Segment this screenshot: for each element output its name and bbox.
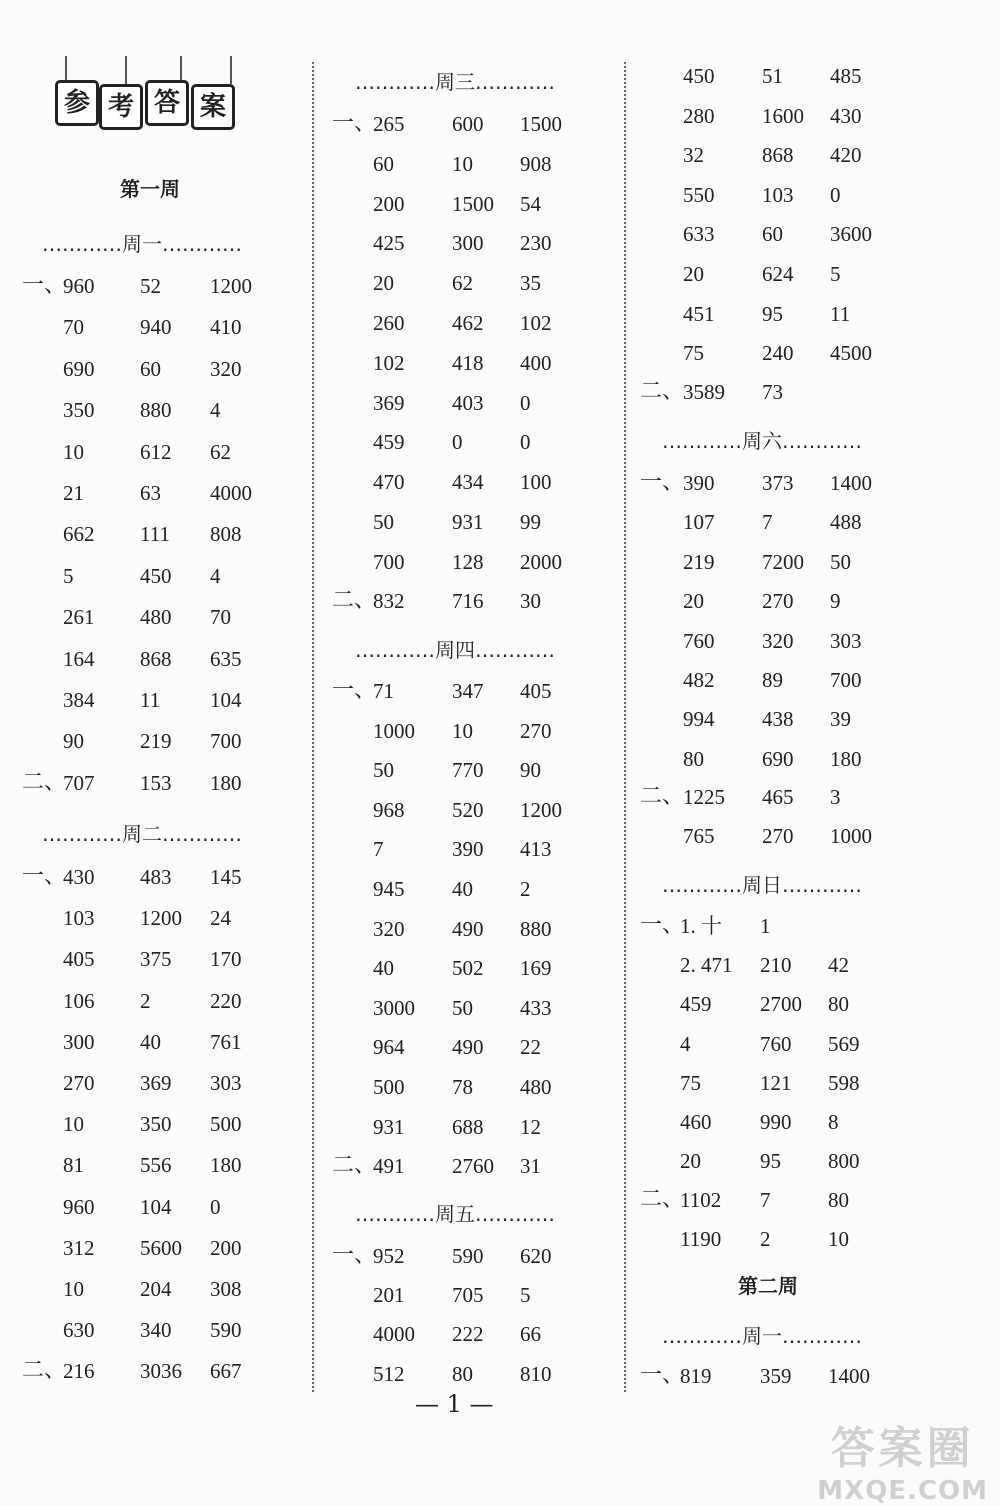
column-divider bbox=[624, 62, 626, 1392]
answer-value: 373 bbox=[762, 471, 794, 495]
answer-value: 153 bbox=[140, 771, 172, 795]
answer-value: 80 bbox=[452, 1361, 473, 1386]
answer-value: 868 bbox=[762, 143, 794, 168]
day-heading: …………周四………… bbox=[355, 638, 555, 662]
answer-value: 490 bbox=[452, 1035, 484, 1060]
answer-value: 1225 bbox=[683, 785, 725, 809]
answer-value: 2000 bbox=[520, 549, 562, 574]
answer-value: 465 bbox=[762, 785, 794, 809]
answer-value: 50 bbox=[373, 510, 394, 534]
answer-value: 0 bbox=[520, 390, 531, 415]
answer-value: 403 bbox=[452, 390, 484, 415]
answer-value: 491 bbox=[373, 1154, 405, 1178]
answer-value: 300 bbox=[452, 231, 484, 256]
answer-value: 690 bbox=[762, 746, 794, 771]
answer-value: 121 bbox=[760, 1070, 792, 1095]
answer-value: 390 bbox=[683, 471, 715, 495]
answer-value: 180 bbox=[210, 771, 242, 795]
answer-value: 70 bbox=[210, 605, 231, 630]
answer-value: 590 bbox=[452, 1244, 484, 1268]
answer-value: 420 bbox=[830, 143, 862, 168]
answer-value: 270 bbox=[762, 824, 794, 849]
answer-value: 635 bbox=[210, 646, 242, 671]
answer-value: 308 bbox=[210, 1277, 242, 1301]
answer-value: 470 bbox=[373, 470, 405, 495]
answer-value: 4000 bbox=[373, 1322, 415, 1347]
answer-value: 222 bbox=[452, 1322, 484, 1347]
answer-value: 413 bbox=[520, 837, 552, 862]
answer-value: 810 bbox=[520, 1361, 552, 1386]
answer-value: 20 bbox=[680, 1149, 701, 1174]
answer-value: 200 bbox=[210, 1235, 242, 1260]
answer-value: 2760 bbox=[452, 1154, 494, 1178]
answer-value: 100 bbox=[520, 470, 552, 495]
answer-value: 482 bbox=[683, 668, 715, 692]
page-number: — 1 — bbox=[415, 1390, 494, 1418]
answer-value: 405 bbox=[520, 679, 552, 703]
answer-value: 430 bbox=[63, 865, 95, 889]
section-marker: 一、 bbox=[640, 913, 685, 938]
section-marker: 二、 bbox=[22, 770, 67, 795]
watermark-logo-text: 答案圈 bbox=[830, 1423, 975, 1474]
answer-value: 556 bbox=[140, 1153, 172, 1178]
answer-value: 990 bbox=[760, 1110, 792, 1134]
section-marker: 二、 bbox=[332, 588, 377, 613]
answer-value: 90 bbox=[520, 758, 541, 783]
day-heading: …………周一………… bbox=[42, 232, 242, 256]
hanging-string bbox=[125, 56, 127, 84]
answer-value: 960 bbox=[63, 274, 95, 298]
answer-value: 10 bbox=[63, 1277, 84, 1301]
answer-value: 633 bbox=[683, 222, 715, 247]
answer-value: 102 bbox=[373, 350, 405, 375]
answer-value: 0 bbox=[830, 182, 841, 207]
answer-value: 968 bbox=[373, 797, 405, 822]
answer-value: 320 bbox=[210, 356, 242, 381]
answer-value: 868 bbox=[140, 646, 172, 671]
answer-value: 880 bbox=[140, 398, 172, 423]
section-marker: 一、 bbox=[640, 470, 685, 495]
answer-value: 40 bbox=[373, 956, 394, 981]
answer-value: 240 bbox=[762, 341, 794, 366]
answer-value: 350 bbox=[63, 398, 95, 423]
answer-value: 500 bbox=[373, 1075, 405, 1099]
answer-value: 9 bbox=[830, 589, 841, 614]
answer-value: 1600 bbox=[762, 103, 804, 128]
answer-value: 20 bbox=[373, 271, 394, 296]
answer-value: 40 bbox=[140, 1029, 161, 1054]
answer-value: 590 bbox=[210, 1318, 242, 1343]
answer-value: 433 bbox=[520, 995, 552, 1020]
answer-value: 51 bbox=[762, 64, 783, 88]
answer-value: 200 bbox=[373, 191, 405, 216]
answer-value: 0 bbox=[452, 430, 463, 455]
answer-value: 1. 十 bbox=[680, 914, 722, 938]
answer-value: 5 bbox=[63, 563, 74, 588]
answer-value: 90 bbox=[63, 729, 84, 754]
section-marker: 二、 bbox=[22, 1358, 67, 1383]
answer-value: 230 bbox=[520, 231, 552, 256]
answer-value: 400 bbox=[520, 350, 552, 375]
answer-value: 700 bbox=[830, 668, 862, 692]
answer-value: 945 bbox=[373, 877, 405, 901]
answer-value: 60 bbox=[762, 222, 783, 247]
answer-value: 765 bbox=[683, 824, 715, 849]
answer-value: 480 bbox=[140, 605, 172, 630]
answer-value: 761 bbox=[210, 1029, 242, 1054]
answer-value: 569 bbox=[828, 1031, 860, 1056]
answer-value: 0 bbox=[210, 1194, 221, 1219]
week-title: 第二周 bbox=[738, 1274, 798, 1298]
answer-value: 73 bbox=[762, 380, 783, 404]
answer-value: 80 bbox=[828, 1188, 849, 1212]
answer-value: 819 bbox=[680, 1364, 712, 1388]
logo-card: 考 bbox=[99, 84, 143, 130]
answer-value: 490 bbox=[452, 916, 484, 941]
answer-value: 95 bbox=[760, 1149, 781, 1174]
answer-value: 10 bbox=[828, 1227, 849, 1252]
answer-value: 201 bbox=[373, 1283, 405, 1308]
answer-value: 220 bbox=[210, 988, 242, 1013]
answer-value: 21 bbox=[63, 481, 84, 505]
answer-value: 300 bbox=[63, 1029, 95, 1054]
answer-value: 2 bbox=[140, 988, 151, 1013]
answer-value: 42 bbox=[828, 953, 849, 978]
answer-value: 219 bbox=[683, 549, 715, 574]
answer-value: 60 bbox=[140, 356, 161, 381]
answer-value: 700 bbox=[210, 729, 242, 754]
answer-value: 280 bbox=[683, 103, 715, 128]
answer-value: 22 bbox=[520, 1035, 541, 1060]
answer-value: 145 bbox=[210, 865, 242, 889]
answer-value: 30 bbox=[520, 589, 541, 613]
answer-value: 624 bbox=[762, 262, 794, 286]
answer-value: 10 bbox=[63, 439, 84, 464]
answer-value: 940 bbox=[140, 315, 172, 340]
answer-value: 81 bbox=[63, 1153, 84, 1178]
answer-value: 760 bbox=[683, 628, 715, 653]
answer-value: 3 bbox=[830, 785, 841, 809]
answer-value: 716 bbox=[452, 589, 484, 613]
answer-value: 180 bbox=[210, 1153, 242, 1178]
answer-value: 54 bbox=[520, 191, 541, 216]
answer-value: 1200 bbox=[210, 274, 252, 298]
answer-value: 106 bbox=[63, 988, 95, 1013]
answer-value: 11 bbox=[140, 688, 161, 712]
section-marker: 一、 bbox=[22, 273, 67, 298]
answer-value: 480 bbox=[520, 1075, 552, 1099]
answer-value: 71 bbox=[373, 679, 394, 703]
answer-value: 204 bbox=[140, 1277, 172, 1301]
answer-value: 128 bbox=[452, 549, 484, 574]
answer-value: 459 bbox=[373, 430, 405, 455]
answer-value: 169 bbox=[520, 956, 552, 981]
answer-value: 5 bbox=[830, 262, 841, 286]
answer-value: 1 bbox=[760, 914, 771, 938]
answer-value: 60 bbox=[373, 151, 394, 176]
answer-value: 216 bbox=[63, 1359, 95, 1383]
answer-value: 261 bbox=[63, 605, 95, 630]
answer-value: 78 bbox=[452, 1075, 473, 1099]
answer-value: 434 bbox=[452, 470, 484, 495]
answer-value: 3036 bbox=[140, 1359, 182, 1383]
answer-value: 52 bbox=[140, 274, 161, 298]
day-heading: …………周一………… bbox=[662, 1324, 862, 1348]
answer-value: 600 bbox=[452, 112, 484, 136]
answer-value: 520 bbox=[452, 797, 484, 822]
answer-value: 7 bbox=[762, 510, 773, 535]
answer-value: 103 bbox=[63, 906, 95, 931]
answer-value: 2 bbox=[760, 1227, 771, 1252]
answer-value: 50 bbox=[830, 549, 851, 574]
answer-value: 425 bbox=[373, 231, 405, 256]
answer-value: 1500 bbox=[452, 191, 494, 216]
answer-key-logo bbox=[55, 56, 245, 136]
day-heading: …………周二………… bbox=[42, 822, 242, 846]
answer-value: 270 bbox=[520, 718, 552, 743]
answer-value: 931 bbox=[373, 1114, 405, 1139]
answer-value: 410 bbox=[210, 315, 242, 340]
answer-value: 485 bbox=[830, 64, 862, 88]
answer-value: 20 bbox=[683, 589, 704, 614]
answer-value: 502 bbox=[452, 956, 484, 981]
answer-value: 7 bbox=[373, 837, 384, 862]
answer-value: 4000 bbox=[210, 481, 252, 505]
answer-value: 700 bbox=[373, 549, 405, 574]
column-divider bbox=[312, 62, 314, 1392]
answer-value: 832 bbox=[373, 589, 405, 613]
answer-value: 219 bbox=[140, 729, 172, 754]
section-marker: 一、 bbox=[332, 678, 377, 703]
answer-value: 800 bbox=[828, 1149, 860, 1174]
answer-value: 1500 bbox=[520, 112, 562, 136]
answer-value: 1000 bbox=[830, 824, 872, 849]
watermark-url: MXQE.COM bbox=[817, 1476, 988, 1506]
answer-value: 170 bbox=[210, 947, 242, 972]
answer-value: 705 bbox=[452, 1283, 484, 1308]
answer-value: 1190 bbox=[680, 1227, 722, 1252]
answer-value: 460 bbox=[680, 1110, 712, 1134]
answer-value: 5 bbox=[520, 1283, 531, 1308]
answer-value: 270 bbox=[762, 589, 794, 614]
answer-value: 12 bbox=[520, 1114, 541, 1139]
answer-value: 347 bbox=[452, 679, 484, 703]
section-marker: 一、 bbox=[640, 1363, 685, 1388]
answer-value: 32 bbox=[683, 143, 704, 168]
day-heading: …………周日………… bbox=[662, 873, 862, 897]
watermark bbox=[817, 1412, 988, 1506]
answer-value: 95 bbox=[762, 301, 783, 326]
answer-value: 24 bbox=[210, 906, 231, 931]
answer-value: 459 bbox=[680, 992, 712, 1017]
answer-value: 340 bbox=[140, 1318, 172, 1343]
answer-value: 931 bbox=[452, 510, 484, 534]
answer-value: 75 bbox=[683, 341, 704, 366]
answer-value: 10 bbox=[63, 1112, 84, 1137]
answer-value: 104 bbox=[140, 1194, 172, 1219]
answer-value: 1200 bbox=[140, 906, 182, 931]
answer-value: 70 bbox=[63, 315, 84, 340]
answer-value: 450 bbox=[140, 563, 172, 588]
answer-value: 418 bbox=[452, 350, 484, 375]
answer-value: 2700 bbox=[760, 992, 802, 1017]
answer-value: 62 bbox=[452, 271, 473, 296]
answer-value: 80 bbox=[828, 992, 849, 1017]
answer-value: 384 bbox=[63, 688, 95, 712]
answer-value: 952 bbox=[373, 1244, 405, 1268]
answer-value: 405 bbox=[63, 947, 95, 972]
answer-value: 2. 471 bbox=[680, 953, 733, 978]
answer-value: 62 bbox=[210, 439, 231, 464]
answer-value: 451 bbox=[683, 301, 715, 326]
answer-value: 2 bbox=[520, 877, 531, 901]
answer-value: 265 bbox=[373, 112, 405, 136]
answer-value: 102 bbox=[520, 311, 552, 335]
answer-value: 7200 bbox=[762, 549, 804, 574]
answer-value: 10 bbox=[452, 151, 473, 176]
answer-value: 390 bbox=[452, 837, 484, 862]
section-marker: 二、 bbox=[332, 1153, 377, 1178]
answer-value: 111 bbox=[140, 522, 170, 547]
answer-value: 320 bbox=[373, 916, 405, 941]
logo-card: 参 bbox=[55, 80, 99, 126]
answer-value: 50 bbox=[452, 995, 473, 1020]
answer-value: 0 bbox=[520, 430, 531, 455]
answer-value: 770 bbox=[452, 758, 484, 783]
logo-card: 答 bbox=[145, 80, 189, 126]
answer-value: 180 bbox=[830, 746, 862, 771]
answer-value: 50 bbox=[373, 758, 394, 783]
answer-value: 462 bbox=[452, 311, 484, 335]
answer-value: 908 bbox=[520, 151, 552, 176]
answer-value: 760 bbox=[760, 1031, 792, 1056]
section-marker: 二、 bbox=[640, 784, 685, 809]
day-heading: …………周五………… bbox=[355, 1202, 555, 1226]
answer-value: 994 bbox=[683, 707, 715, 732]
answer-value: 20 bbox=[683, 262, 704, 286]
answer-value: 80 bbox=[683, 746, 704, 771]
answer-value: 707 bbox=[63, 771, 95, 795]
answer-value: 89 bbox=[762, 668, 783, 692]
answer-value: 598 bbox=[828, 1070, 860, 1095]
answer-value: 31 bbox=[520, 1154, 541, 1178]
answer-value: 612 bbox=[140, 439, 172, 464]
answer-value: 4 bbox=[210, 563, 221, 588]
answer-value: 688 bbox=[452, 1114, 484, 1139]
answer-value: 662 bbox=[63, 522, 95, 547]
section-marker: 二、 bbox=[640, 379, 685, 404]
answer-value: 500 bbox=[210, 1112, 242, 1137]
answer-value: 320 bbox=[762, 628, 794, 653]
answer-value: 99 bbox=[520, 510, 541, 534]
answer-value: 63 bbox=[140, 481, 161, 505]
answer-value: 312 bbox=[63, 1235, 95, 1260]
answer-value: 4500 bbox=[830, 341, 872, 366]
answer-value: 1400 bbox=[830, 471, 872, 495]
answer-value: 550 bbox=[683, 182, 715, 207]
answer-value: 303 bbox=[210, 1071, 242, 1095]
answer-value: 960 bbox=[63, 1194, 95, 1219]
answer-value: 1400 bbox=[828, 1364, 870, 1388]
day-heading: …………周三………… bbox=[355, 70, 555, 94]
answer-value: 620 bbox=[520, 1244, 552, 1268]
answer-value: 690 bbox=[63, 356, 95, 381]
answer-value: 630 bbox=[63, 1318, 95, 1343]
answer-value: 103 bbox=[762, 182, 794, 207]
section-marker: 一、 bbox=[332, 111, 377, 136]
answer-value: 667 bbox=[210, 1359, 242, 1383]
answer-value: 369 bbox=[373, 390, 405, 415]
hanging-string bbox=[230, 56, 232, 84]
section-marker: 一、 bbox=[22, 864, 67, 889]
answer-value: 107 bbox=[683, 510, 715, 535]
answer-value: 1200 bbox=[520, 797, 562, 822]
section-marker: 二、 bbox=[640, 1187, 685, 1212]
answer-value: 430 bbox=[830, 103, 862, 128]
answer-value: 488 bbox=[830, 510, 862, 535]
answer-value: 270 bbox=[63, 1071, 95, 1095]
answer-value: 75 bbox=[680, 1070, 701, 1095]
answer-value: 3589 bbox=[683, 380, 725, 404]
answer-value: 1102 bbox=[680, 1188, 722, 1212]
day-heading: …………周六………… bbox=[662, 429, 862, 453]
answer-value: 808 bbox=[210, 522, 242, 547]
answer-value: 8 bbox=[828, 1110, 839, 1134]
answer-value: 4 bbox=[210, 398, 221, 423]
logo-card: 案 bbox=[191, 84, 235, 130]
answer-value: 104 bbox=[210, 688, 242, 712]
answer-value: 375 bbox=[140, 947, 172, 972]
answer-value: 39 bbox=[830, 707, 851, 732]
answer-value: 303 bbox=[830, 628, 862, 653]
week-title: 第一周 bbox=[120, 177, 180, 201]
answer-value: 369 bbox=[140, 1071, 172, 1095]
answer-value: 4 bbox=[680, 1031, 691, 1056]
answer-value: 964 bbox=[373, 1035, 405, 1060]
answer-value: 350 bbox=[140, 1112, 172, 1137]
answer-value: 40 bbox=[452, 877, 473, 901]
answer-value: 450 bbox=[683, 64, 715, 88]
answer-value: 35 bbox=[520, 271, 541, 296]
answer-value: 438 bbox=[762, 707, 794, 732]
answer-value: 10 bbox=[452, 718, 473, 743]
section-marker: 一、 bbox=[332, 1243, 377, 1268]
answer-value: 66 bbox=[520, 1322, 541, 1347]
answer-value: 260 bbox=[373, 311, 405, 335]
answer-value: 7 bbox=[760, 1188, 771, 1212]
answer-value: 3000 bbox=[373, 995, 415, 1020]
answer-value: 1000 bbox=[373, 718, 415, 743]
answer-value: 512 bbox=[373, 1361, 405, 1386]
answer-value: 483 bbox=[140, 865, 172, 889]
answer-value: 11 bbox=[830, 301, 851, 326]
answer-value: 210 bbox=[760, 953, 792, 978]
answer-value: 880 bbox=[520, 916, 552, 941]
answer-value: 359 bbox=[760, 1364, 792, 1388]
answer-value: 3600 bbox=[830, 222, 872, 247]
answer-value: 164 bbox=[63, 646, 95, 671]
answer-value: 5600 bbox=[140, 1235, 182, 1260]
